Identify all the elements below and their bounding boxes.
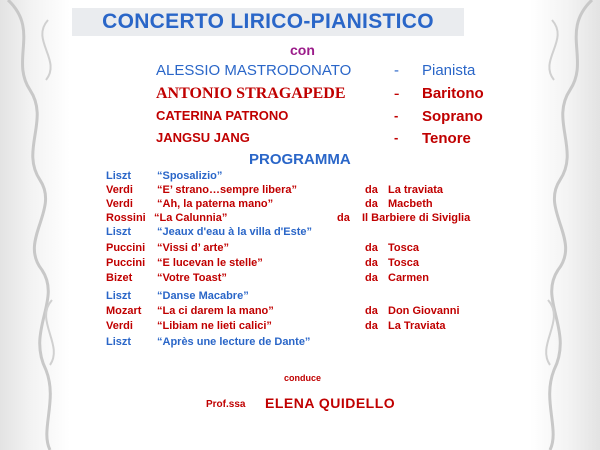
concert-title: CONCERTO LIRICO-PIANISTICO: [102, 10, 434, 33]
program-da: da: [365, 184, 378, 196]
performer-name: CATERINA PATRONO: [156, 108, 289, 123]
program-piece: “Jeaux d'eau à la villa d'Este”: [157, 226, 313, 238]
performer-name: JANGSU JANG: [156, 130, 250, 145]
program-composer: Puccini: [106, 257, 146, 269]
performer-role: Soprano: [422, 108, 483, 125]
program-opera: Macbeth: [388, 198, 433, 210]
right-curtain-frame: [530, 0, 600, 450]
performer-dash: -: [394, 85, 400, 102]
program-da: da: [365, 257, 378, 269]
program-piece: “La ci darem la mano”: [157, 305, 274, 317]
performer-dash: -: [394, 108, 399, 123]
program-composer: Liszt: [106, 226, 132, 238]
program-piece: “Ah, la paterna mano”: [157, 198, 274, 210]
program-da: da: [365, 320, 378, 332]
program-piece: “Après une lecture de Dante”: [157, 336, 311, 348]
program-composer: Liszt: [106, 170, 132, 182]
performer-role: Pianista: [422, 62, 476, 79]
performer-name: ANTONIO STRAGAPEDE: [156, 85, 346, 102]
program-opera: Carmen: [388, 272, 429, 284]
program-da: da: [337, 212, 350, 224]
program-opera: La traviata: [388, 184, 444, 196]
program-piece: “Vissi d’ arte”: [157, 242, 229, 254]
con-label: con: [290, 42, 315, 58]
program-composer: Bizet: [106, 272, 133, 284]
curtain-scroll-right-icon: [530, 0, 600, 450]
program-composer: Verdi: [106, 320, 133, 332]
program-opera: Tosca: [388, 242, 419, 254]
program-opera: Tosca: [388, 257, 419, 269]
program-da: da: [365, 198, 378, 210]
programma-heading: PROGRAMMA: [249, 151, 351, 168]
performer-role: Tenore: [422, 130, 471, 147]
program-opera: La Traviata: [388, 320, 446, 332]
program-composer: Verdi: [106, 198, 133, 210]
performer-name: ALESSIO MASTRODONATO: [156, 62, 352, 79]
prof-prefix: Prof.ssa: [206, 399, 246, 410]
program-composer: Liszt: [106, 290, 132, 302]
left-curtain-frame: [0, 0, 70, 450]
program-opera: Don Giovanni: [388, 305, 460, 317]
program-piece: “Danse Macabre”: [157, 290, 249, 302]
curtain-scroll-left-icon: [0, 0, 70, 450]
performer-dash: -: [394, 62, 399, 79]
performer-role: Baritono: [422, 85, 484, 102]
program-composer: Liszt: [106, 336, 132, 348]
program-composer: Mozart: [106, 305, 142, 317]
program-piece: “E lucevan le stelle”: [157, 257, 263, 269]
program-piece: “Votre Toast”: [157, 272, 227, 284]
program-piece: “Sposalizio”: [157, 170, 223, 182]
program-da: da: [365, 272, 378, 284]
program-opera: Il Barbiere di Siviglia: [362, 212, 471, 224]
program-piece: “Libiam ne lieti calici”: [157, 320, 272, 332]
program-composer: Verdi: [106, 184, 133, 196]
program-piece: “E’ strano…sempre libera”: [157, 184, 297, 196]
program-composer: Puccini: [106, 242, 146, 254]
program-piece: “La Calunnia”: [154, 212, 228, 224]
conduce-label: conduce: [284, 373, 322, 383]
program-composer: Rossini: [106, 212, 146, 224]
performer-dash: -: [394, 130, 399, 145]
program-da: da: [365, 242, 378, 254]
conductor-name: ELENA QUIDELLO: [265, 395, 396, 411]
program-da: da: [365, 305, 378, 317]
